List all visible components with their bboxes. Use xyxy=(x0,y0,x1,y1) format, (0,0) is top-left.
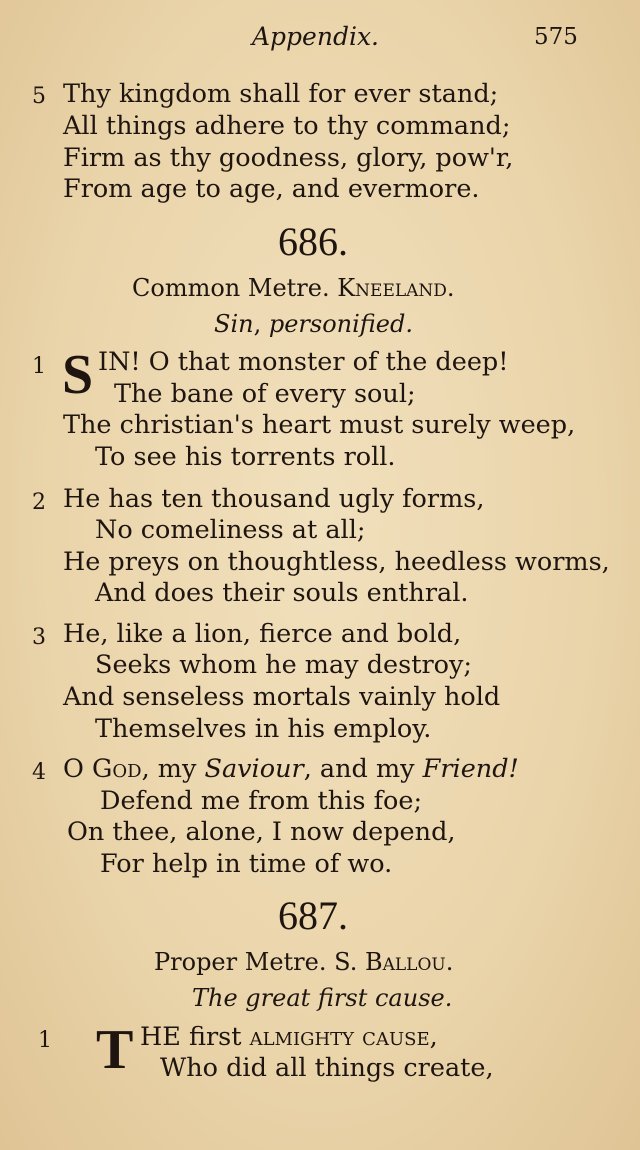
verse-number: 1 xyxy=(38,1028,52,1053)
verse-line: Themselves in his employ. xyxy=(95,714,432,744)
verse-number: 3 xyxy=(32,625,46,650)
meter: Proper Metre. xyxy=(154,948,327,976)
verse-number: 1 xyxy=(32,354,46,379)
meter: Common Metre. xyxy=(132,274,330,302)
line-part: HE first xyxy=(140,1022,250,1052)
tune-name: Kneeland. xyxy=(337,274,455,302)
hymn-subtitle xyxy=(214,312,413,336)
drop-cap: T xyxy=(96,1019,134,1081)
verse-line: Who did all things create, xyxy=(160,1053,494,1083)
subtitle-part: , xyxy=(253,310,269,338)
verse-line xyxy=(63,754,519,784)
line-part: almighty cause, xyxy=(249,1022,438,1052)
verse-line: IN! O that monster of the deep! xyxy=(98,347,509,377)
verse-line: Thy kingdom shall for ever stand; xyxy=(63,79,499,109)
line-part: God xyxy=(92,754,142,784)
line-part: Friend! xyxy=(422,754,519,784)
verse-line: No comeliness at all; xyxy=(95,515,366,545)
line-part: Saviour xyxy=(204,754,304,784)
hymn-meter-tune xyxy=(132,276,455,300)
verse-line: Seeks whom he may destroy; xyxy=(95,650,472,680)
verse-line: To see his torrents roll. xyxy=(95,442,396,472)
line-part: , and my xyxy=(303,754,423,784)
author-name: S. Ballou. xyxy=(334,948,454,976)
line-part: O xyxy=(63,754,93,784)
hymn-subtitle: The great first cause. xyxy=(192,984,453,1012)
verse-line: He preys on thoughtless, heedless worms, xyxy=(63,547,610,577)
verse-line: For help in time of wo. xyxy=(100,849,393,879)
verse-line: On thee, alone, I now depend, xyxy=(67,817,456,847)
hymn-number: 686. xyxy=(278,219,348,264)
verse-line: And does their souls enthral. xyxy=(95,578,469,608)
verse-line xyxy=(140,1022,438,1052)
hymn-meter-author xyxy=(154,950,453,974)
subtitle-part: Sin xyxy=(214,310,254,338)
verse-line: He has ten thousand ugly forms, xyxy=(63,484,485,514)
verse-line: From age to age, and evermore. xyxy=(63,174,480,204)
hymn-number: 687. xyxy=(278,893,348,938)
verse-line: He, like a lion, fierce and bold, xyxy=(63,619,462,649)
verse-line: Firm as thy goodness, glory, pow'r, xyxy=(63,143,514,173)
verse-line: The christian's heart must surely weep, xyxy=(63,410,576,440)
verse-line: And senseless mortals vainly hold xyxy=(63,682,501,712)
verse-line: Defend me from this foe; xyxy=(100,786,423,816)
verse-number: 4 xyxy=(32,760,46,785)
line-part: , my xyxy=(141,754,205,784)
verse-line: The bane of every soul; xyxy=(114,379,416,409)
verse-number: 2 xyxy=(32,490,46,515)
verse-number: 5 xyxy=(32,84,46,109)
subtitle-part: personified. xyxy=(268,310,413,338)
page-number: 575 xyxy=(534,24,578,50)
verse-line: All things adhere to thy command; xyxy=(63,111,511,141)
running-header: Appendix. xyxy=(252,22,380,51)
drop-cap: S xyxy=(62,344,94,406)
